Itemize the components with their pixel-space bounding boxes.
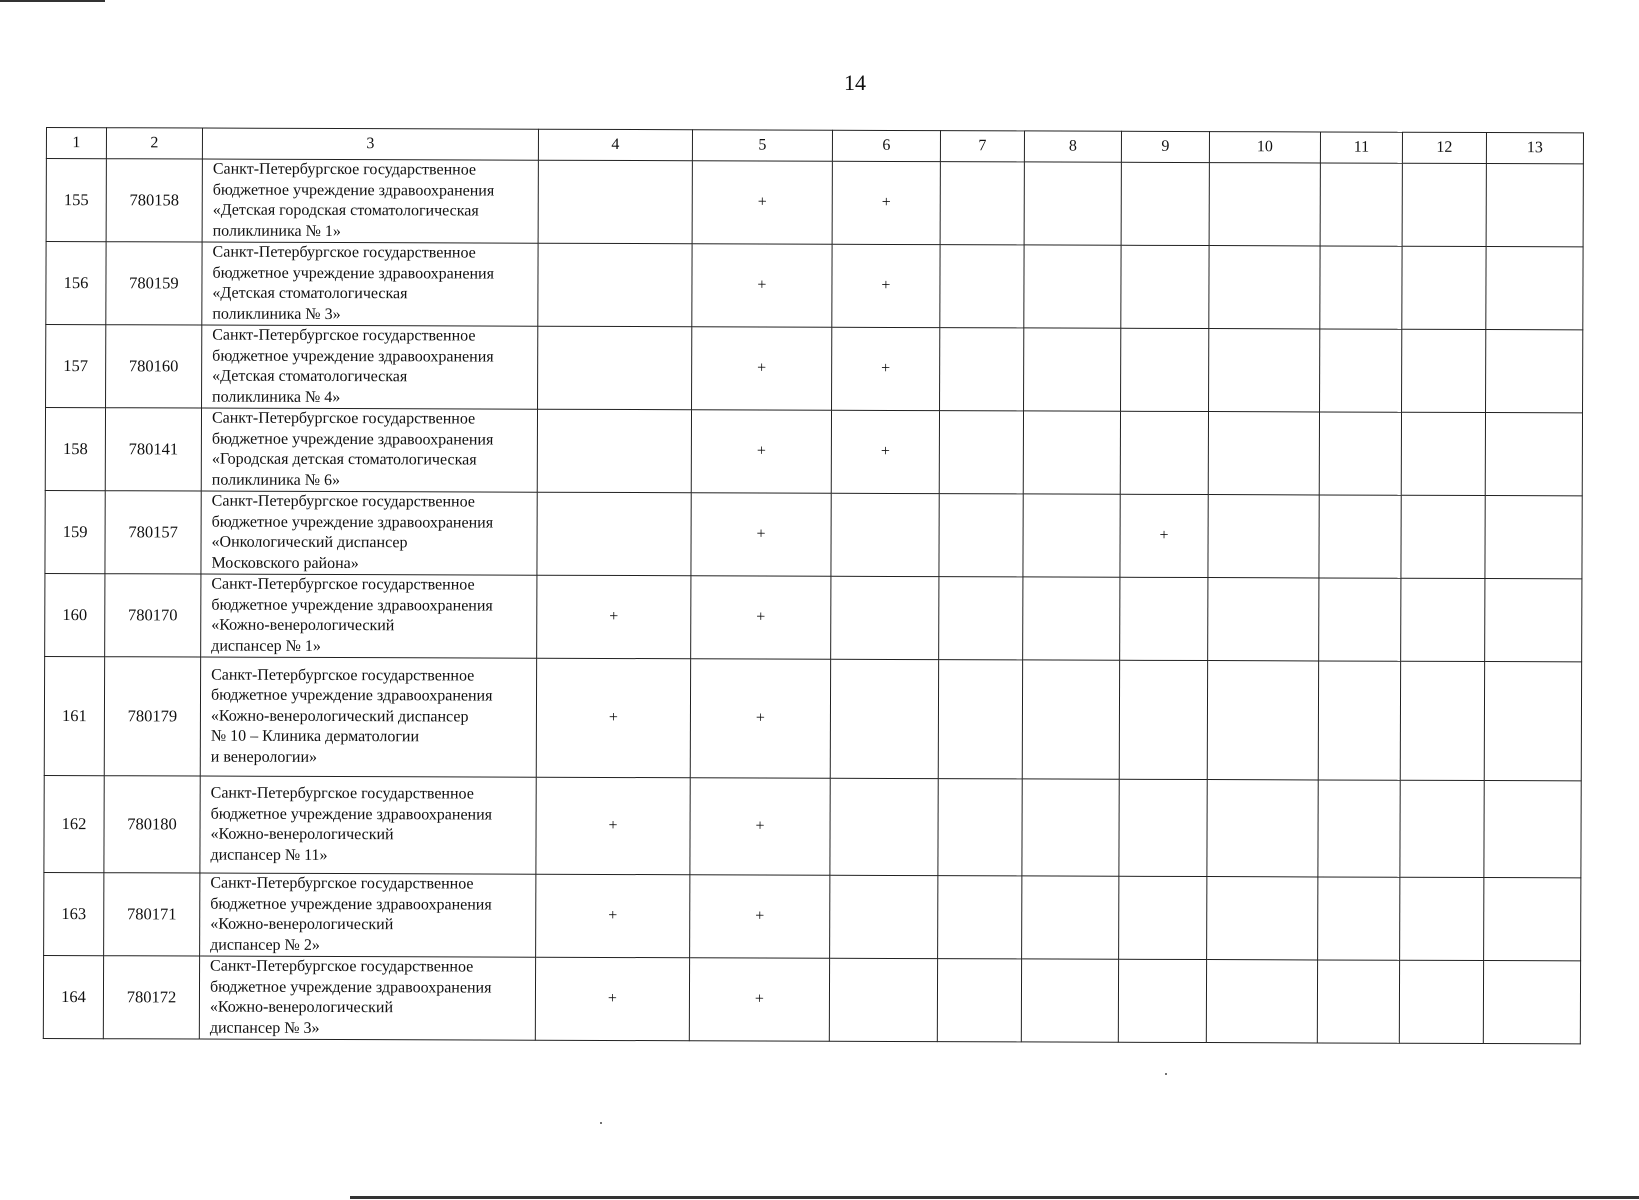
institution-name-line: «Онкологический диспансер [211,533,408,552]
row-number-cell: 155 [46,159,106,242]
mark-cell-col-4 [538,160,692,244]
institution-name-line: диспансер № 1» [211,637,321,655]
institution-name-line: бюджетное учреждение здравоохранения [209,978,492,997]
mark-cell-col-12 [1402,163,1486,246]
mark-cell-col-7 [939,411,1023,494]
row-number-cell: 160 [45,573,105,656]
row-number-cell: 158 [45,408,105,491]
institution-name-cell [201,408,537,492]
table-body [43,159,1583,1044]
mark-cell-col-8 [1024,162,1121,245]
mark-cell-col-10 [1207,877,1318,960]
institution-name-cell [200,873,536,957]
institution-name-line: «Городская детская стоматологическая [211,450,477,469]
mark-cell-col-9 [1118,959,1206,1042]
row-number-cell: 162 [44,775,104,872]
institution-name-cell [202,242,538,326]
institution-code-cell: 780159 [106,242,202,325]
institution-name-line: диспансер № 11» [210,846,328,864]
institution-name-line: Санкт-Петербургское государственное [211,575,475,594]
mark-cell-col-11 [1318,780,1400,877]
institution-name-cell [201,574,537,658]
column-header-11: 11 [1320,132,1402,163]
institution-name-line: поликлиника № 4» [212,388,341,406]
column-header-6: 6 [832,130,940,161]
row-number-cell: 164 [43,955,103,1038]
mark-cell-col-9 [1121,245,1209,328]
mark-cell-col-7 [940,328,1024,411]
mark-cell-col-13 [1486,247,1583,330]
mark-cell-col-7 [938,660,1022,779]
column-header-10: 10 [1209,132,1320,163]
mark-cell-col-12 [1400,780,1484,877]
table-row [46,159,1583,247]
institution-name-line: Санкт-Петербургское государственное [211,492,475,511]
mark-cell-col-7 [940,162,1024,245]
table-row [45,490,1582,578]
mark-cell-col-4: + [535,957,689,1041]
institution-name-cell [201,491,537,575]
institution-name-line: Санкт-Петербургское государственное [212,326,476,345]
mark-cell-col-8 [1024,328,1121,411]
mark-cell-col-11 [1318,661,1400,780]
mark-cell-col-6 [829,958,937,1041]
row-number-cell: 163 [44,872,104,955]
institution-name-line: Санкт-Петербургское государственное [211,409,476,428]
institution-name-line: Санкт-Петербургское государственное [211,666,475,685]
institution-name-line: «Детская стоматологическая [212,284,408,303]
mark-cell-col-8 [1023,577,1120,660]
institution-name-line: «Детская стоматологическая [212,367,408,386]
institution-name-line: Санкт-Петербургское государственное [210,784,474,803]
mark-cell-col-11 [1320,329,1402,412]
mark-cell-col-10 [1207,780,1318,877]
mark-cell-col-6 [830,778,938,875]
institution-name-line: бюджетное учреждение здравоохранения [210,805,493,824]
column-header-7: 7 [940,131,1024,162]
institution-name-line: Санкт-Петербургское государственное [210,957,474,976]
mark-cell-col-6 [830,875,938,958]
mark-cell-col-11 [1318,877,1400,960]
mark-cell-col-11 [1317,960,1399,1043]
institution-name-line: бюджетное учреждение здравоохранения [212,347,494,366]
institution-name-line: бюджетное учреждение здравоохранения [211,513,494,532]
institution-name-line: поликлиника № 6» [211,471,341,489]
mark-cell-col-8 [1023,411,1120,494]
mark-cell-col-11 [1319,578,1401,661]
institution-name-line: диспансер № 2» [210,936,320,954]
institution-name-line: бюджетное учреждение здравоохранения [212,181,495,200]
row-number-cell: 161 [44,656,104,775]
mark-cell-col-7 [939,577,1023,660]
institution-code-cell: 780157 [105,491,201,574]
institution-code-cell: 780172 [103,956,199,1039]
mark-cell-col-8 [1022,779,1119,876]
institution-name-line: «Кожно-венерологический [211,616,395,635]
mark-cell-col-13 [1484,781,1581,878]
institution-name-line: бюджетное учреждение здравоохранения [210,686,493,705]
mark-cell-col-8 [1024,245,1121,328]
mark-cell-col-13 [1485,579,1582,662]
mark-cell-col-4: + [536,777,690,875]
mark-cell-col-12 [1400,661,1484,780]
mark-cell-col-4: + [536,874,690,958]
column-header-5: 5 [692,130,832,161]
mark-cell-col-6: + [832,161,940,244]
mark-cell-col-12 [1400,877,1484,960]
column-header-3: 3 [202,128,538,160]
mark-cell-col-12 [1399,960,1483,1043]
institution-code-cell: 780171 [104,873,200,956]
institution-name-line: диспансер № 3» [209,1019,320,1037]
mark-cell-col-10 [1206,960,1317,1043]
scan-edge-bottom [350,1196,1639,1199]
mark-cell-col-11 [1319,412,1401,495]
table-row [46,325,1583,413]
mark-cell-col-13 [1484,878,1581,961]
institution-code-cell: 780180 [104,776,200,873]
column-header-13: 13 [1486,133,1583,164]
institution-name-line: «Кожно-венерологический диспансер [210,707,469,726]
mark-cell-col-6 [831,576,939,659]
mark-cell-col-5: + [692,244,832,327]
mark-cell-col-4 [538,243,692,327]
mark-cell-col-8 [1021,959,1118,1042]
table-row [44,775,1581,877]
institution-code-cell: 780179 [104,657,200,776]
mark-cell-col-5: + [691,410,831,493]
scan-speck [1165,1073,1167,1075]
mark-cell-col-6: + [832,327,940,410]
scan-edge-top [0,0,105,2]
institution-name-line: бюджетное учреждение здравоохранения [211,596,493,615]
mark-cell-col-5: + [691,576,831,659]
mark-cell-col-10 [1209,246,1320,329]
mark-cell-col-10 [1209,163,1320,246]
institution-name-line: бюджетное учреждение здравоохранения [212,264,494,283]
institution-name-line: «Кожно-венерологический [209,998,394,1017]
mark-cell-col-11 [1320,163,1402,246]
institution-name-line: бюджетное учреждение здравоохранения [211,430,494,449]
institution-code-cell: 780141 [105,408,201,491]
institution-name-line: Санкт-Петербургское государственное [212,160,477,179]
mark-cell-col-5: + [692,327,832,410]
institution-name-cell [200,657,536,777]
institution-code-cell: 780158 [106,159,202,242]
mark-cell-col-5: + [691,493,831,576]
mark-cell-col-4 [537,409,691,493]
mark-cell-col-7 [939,494,1023,577]
mark-cell-col-4: + [537,575,691,659]
mark-cell-col-12 [1401,495,1485,578]
institution-name-line: Санкт-Петербургское государственное [212,243,476,262]
table-row [45,408,1582,496]
mark-cell-col-10 [1208,495,1319,578]
institution-name-cell [202,325,538,409]
mark-cell-col-7 [938,876,1022,959]
institutions-table [43,127,1584,1044]
institution-name-line: «Кожно-венерологический [210,825,394,844]
mark-cell-col-13 [1485,413,1582,496]
mark-cell-col-10 [1209,329,1320,412]
mark-cell-col-11 [1320,246,1402,329]
mark-cell-col-11 [1319,495,1401,578]
mark-cell-col-5: + [690,778,830,875]
institution-name-cell [199,956,535,1040]
mark-cell-col-6: + [832,244,940,327]
mark-cell-col-9 [1121,162,1209,245]
column-header-8: 8 [1024,131,1121,162]
column-header-9: 9 [1121,131,1209,162]
institution-name-line: № 10 – Клиника дерматологии [210,727,420,746]
scan-speck [600,1122,602,1124]
institution-name-line: «Детская городская стоматологическая [212,201,479,220]
mark-cell-col-10 [1207,661,1318,780]
table-row [44,872,1581,960]
mark-cell-col-5: + [692,161,832,244]
mark-cell-col-9: + [1120,494,1208,577]
row-number-cell: 156 [46,242,106,325]
column-header-12: 12 [1402,132,1486,163]
mark-cell-col-4 [538,326,692,410]
mark-cell-col-13 [1484,662,1581,781]
mark-cell-col-13 [1486,164,1583,247]
institution-name-line: поликлиника № 1» [212,222,341,240]
mark-cell-col-10 [1208,412,1319,495]
institution-code-cell: 780160 [106,325,202,408]
institution-name-cell [200,776,536,874]
table-row [43,955,1580,1043]
mark-cell-col-13 [1485,496,1582,579]
institution-name-line: поликлиника № 3» [212,305,341,323]
institution-code-cell: 780170 [105,574,201,657]
table-row [46,242,1583,330]
institution-name-line: бюджетное учреждение здравоохранения [210,895,492,914]
mark-cell-col-9 [1120,411,1208,494]
institution-name-line: «Кожно-венерологический [210,915,394,934]
mark-cell-col-6: + [831,410,939,493]
mark-cell-col-9 [1119,660,1207,779]
document-table-container [43,127,1584,1044]
institution-name-cell [202,159,538,243]
mark-cell-col-6 [831,493,939,576]
column-header-4: 4 [538,129,692,161]
mark-cell-col-13 [1486,330,1583,413]
table-row [45,573,1582,661]
institution-name-line: Московского района» [211,554,359,572]
mark-cell-col-12 [1401,412,1485,495]
mark-cell-col-9 [1119,876,1207,959]
mark-cell-col-7 [937,959,1021,1042]
mark-cell-col-5: + [689,958,829,1041]
page-number: 14 [844,70,866,95]
mark-cell-col-12 [1402,329,1486,412]
mark-cell-col-12 [1402,246,1486,329]
column-header-1: 1 [46,128,106,159]
mark-cell-col-9 [1119,779,1207,876]
institution-name-line: Санкт-Петербургское государственное [210,874,474,893]
mark-cell-col-5: + [690,659,830,778]
mark-cell-col-8 [1023,494,1120,577]
row-number-cell: 157 [46,325,106,408]
mark-cell-col-4: + [536,658,690,778]
mark-cell-col-9 [1121,328,1209,411]
row-number-cell: 159 [45,490,105,573]
mark-cell-col-13 [1483,961,1580,1044]
mark-cell-col-7 [938,779,1022,876]
institution-name-line: и венерологии» [210,748,318,766]
mark-cell-col-12 [1401,578,1485,661]
mark-cell-col-9 [1120,577,1208,660]
mark-cell-col-5: + [690,875,830,958]
mark-cell-col-4 [537,492,691,576]
mark-cell-col-7 [940,245,1024,328]
column-header-2: 2 [106,128,202,159]
table-row [44,656,1581,780]
mark-cell-col-6 [830,659,938,778]
mark-cell-col-8 [1022,876,1119,959]
mark-cell-col-10 [1208,578,1319,661]
mark-cell-col-8 [1022,660,1119,779]
